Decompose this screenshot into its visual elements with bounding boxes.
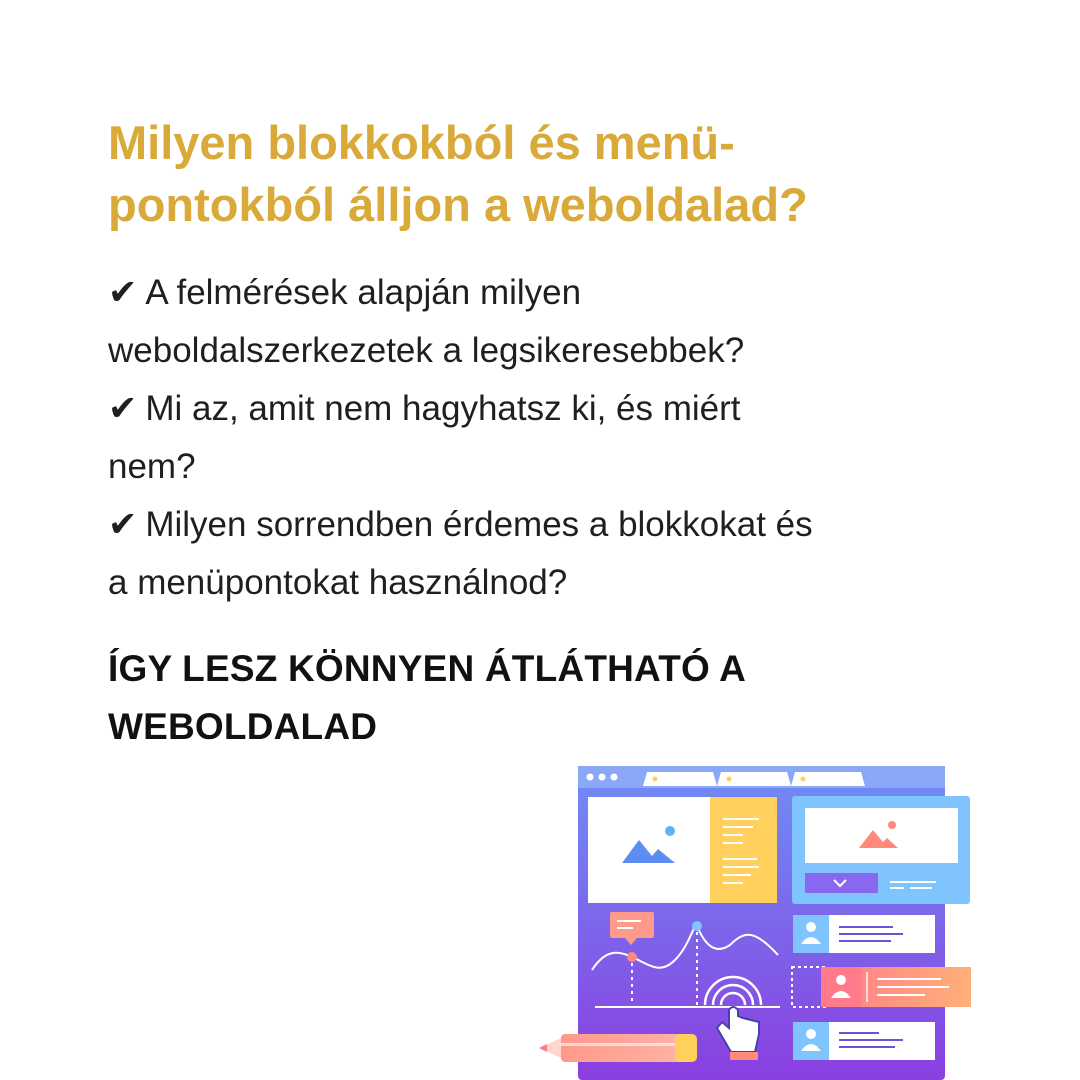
list-item-card — [793, 915, 935, 953]
dropdown-field — [805, 873, 878, 893]
question-text: Milyen sorrendben érdemes a blokkokat és — [145, 505, 813, 544]
call-to-action-line-2: WEBOLDALAD — [108, 706, 378, 747]
check-icon: ✔ — [108, 273, 138, 312]
call-to-action — [108, 640, 1008, 756]
question-line — [108, 380, 1008, 438]
pencil-icon — [539, 1034, 697, 1062]
form-card-block — [792, 796, 970, 904]
window-dot-icon — [599, 774, 606, 781]
question-text: Mi az, amit nem hagyhatsz ki, és miért — [145, 389, 741, 428]
website-layout-illustration — [535, 760, 980, 1080]
check-icon: ✔ — [108, 505, 138, 544]
question-line: weboldalszerkezetek a legsikeresebbek? — [108, 331, 745, 370]
question-line: nem? — [108, 447, 196, 486]
text-column-block — [710, 797, 777, 903]
question-text: A felmérések alapján milyen — [145, 273, 582, 312]
question-list — [108, 264, 1008, 612]
page-title-line-2: pontokból álljon a weboldalad? — [108, 178, 808, 231]
image-block — [588, 797, 710, 903]
question-item — [108, 496, 1008, 612]
list-item-card — [793, 1022, 935, 1060]
page-title — [108, 112, 988, 236]
question-item — [108, 380, 1008, 496]
window-dot-icon — [587, 774, 594, 781]
question-item — [108, 264, 1008, 380]
check-icon: ✔ — [108, 389, 138, 428]
question-line: a menüpontokat használnod? — [108, 563, 568, 602]
window-dot-icon — [611, 774, 618, 781]
question-line — [108, 496, 1008, 554]
question-line — [108, 264, 1008, 322]
call-to-action-line-1: ÍGY LESZ KÖNNYEN ÁTLÁTHATÓ A — [108, 648, 747, 689]
page-title-line-1: Milyen blokkokból és menü- — [108, 116, 735, 169]
chat-bubble-icon — [610, 912, 654, 938]
